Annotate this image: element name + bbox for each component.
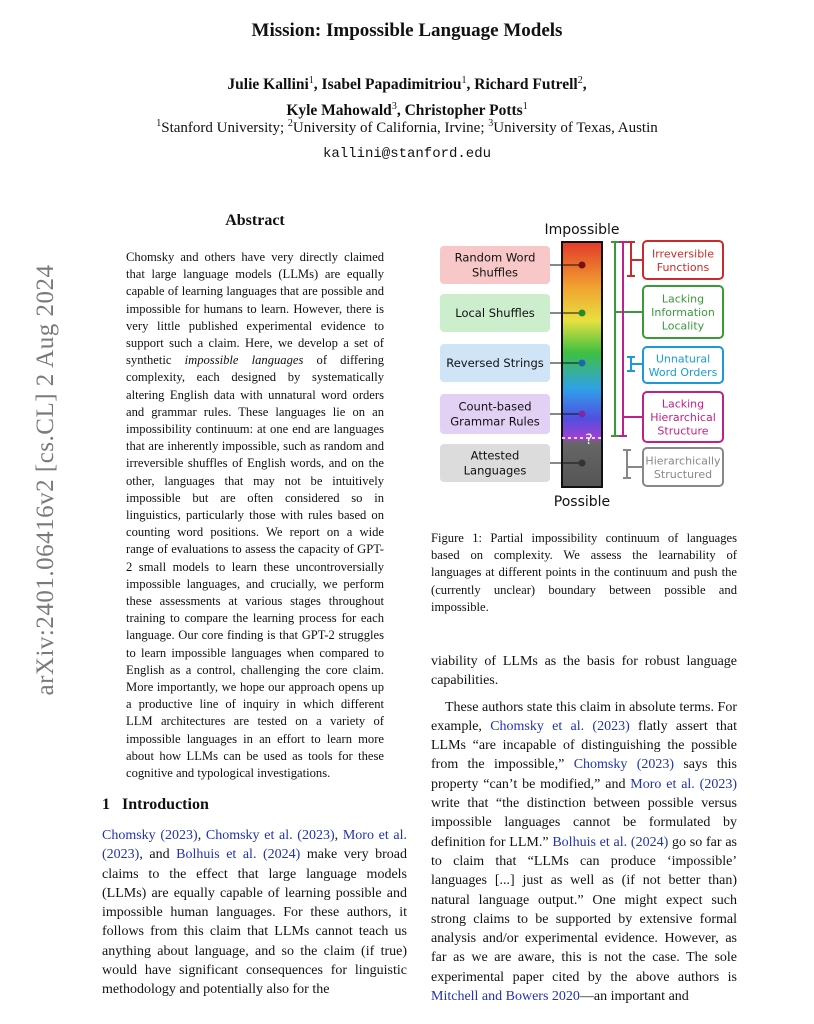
author-name: Isabel Papadimitriou <box>321 76 462 94</box>
continuum-point <box>579 411 586 418</box>
property-box <box>643 347 723 383</box>
section-title: Introduction <box>122 796 209 813</box>
author-email[interactable]: kallini@stanford.edu <box>322 146 492 162</box>
author-name: Kyle Mahowald <box>286 102 392 120</box>
abstract-heading: Abstract <box>225 212 285 229</box>
author-affil: 1 <box>522 101 528 113</box>
citation-link[interactable]: Chomsky (2023) <box>102 828 198 843</box>
category-label: Local Shuffles <box>455 306 535 320</box>
citation-link[interactable]: Moro et al. (2023) <box>630 776 737 792</box>
continuum-top-label: Impossible <box>544 222 620 238</box>
category-label: Attested <box>470 448 520 463</box>
author-name: Richard Futrell <box>474 76 578 94</box>
intro-text: , and <box>139 847 177 863</box>
figure-continuum <box>435 214 735 514</box>
figure-caption: Figure 1: Partial impossibility continuum of languages based on complexity. We assess the learnability of languages at different points in the continuum and push the (currently unclear) boundary between possible and impossible. <box>431 531 737 614</box>
property-label: Unnatural <box>655 352 711 366</box>
author-affil: 3 <box>391 101 397 113</box>
citation-link[interactable]: Moro et al. (2023) <box>102 828 408 863</box>
intro-text: , <box>197 828 206 843</box>
category-label: Random Word <box>454 250 536 265</box>
affil-num: 1 <box>156 118 162 129</box>
body-text: These authors state this claim in absolute terms. For example, <box>431 699 737 734</box>
property-box <box>643 448 723 486</box>
intro-text: , <box>334 828 343 843</box>
continuum-point <box>579 360 586 367</box>
author-list: Julie Kallini$^1$, Isabel Papadimitriou$^1$, Richard Futrell$^2$, Kyle Mahowald$^3$, Christopher Potts$^1$ <box>227 75 587 120</box>
right-column-text <box>431 652 737 1006</box>
abstract-text: Chomsky and others have very directly claimed that large language models (LLMs) are equally capable of learning languages that are possible and impossible for humans to learn. However, there is very little published experimental evidence to support such a claim. Here, we develop a set of synthetic <box>126 250 384 368</box>
category-label: Languages <box>463 463 527 478</box>
category-label: Reversed Strings <box>446 356 544 370</box>
citation-link[interactable]: Chomsky et al. (2023) <box>490 718 630 734</box>
property-label: Hierarchical <box>650 411 716 424</box>
author-affil: 1 <box>461 75 467 86</box>
category-label: Grammar Rules <box>450 414 540 429</box>
citation-link[interactable]: Bolhuis et al. (2024) <box>176 847 301 863</box>
property-label: Lacking <box>661 292 705 306</box>
abstract-body <box>126 249 384 782</box>
property-label: Information <box>651 306 715 319</box>
citation-link[interactable]: Chomsky (2023) <box>573 757 675 773</box>
citation-link[interactable]: Chomsky et al. (2023) <box>205 828 335 843</box>
category-label: Shuffles <box>471 265 519 280</box>
author-affil: 2 <box>577 75 583 86</box>
property-label: Word Orders <box>648 365 718 379</box>
category-label: Count-based <box>458 399 532 414</box>
citation-link[interactable]: Bolhuis et al. (2024) <box>552 834 669 850</box>
body-text: says this property “can’t be modified,” and <box>431 757 738 792</box>
property-label: Lacking <box>661 397 705 411</box>
property-label: Structured <box>653 467 713 481</box>
author-name: Julie Kallini <box>227 76 309 94</box>
paper-title: Mission: Impossible Language Models <box>251 20 563 41</box>
author-affil: 1 <box>308 75 314 86</box>
body-text: go so far as to claim that “LLMs can produce ‘impossible’ languages [...] just as well as (if not better than) natural language output.” One might expect such strong claims to be supported by extensive formal analysis and/or experimental evidence. However, as far as we are aware, this is not the case. The sole experimental paper cited by the above authors is <box>431 834 737 985</box>
citation-link[interactable]: Mitchell and Bowers 2020 <box>431 989 580 1005</box>
boundary-question: ? <box>585 432 593 448</box>
continuum-point <box>579 460 586 467</box>
paragraph: viability of LLMs as the basis for robust language capabilities. <box>431 654 737 689</box>
abstract-emphasis: impossible languages <box>184 353 304 368</box>
abstract-text: of differing complexity, each designed by systematically altering English data with unnatural word orders and grammar rules. These languages lie on an impossibility continuum: at one end are languages that are inherently impossible, such as random and irreversible shuffles of English words, and on the other, languages that may not be intuitively impossible but are often considered so in linguistics, particularly those with rules based on counting word positions. We report on a wide range of evaluations to assess the capacity of GPT-2 small models to learn these uncontroversially impossible languages, and crucially, we perform these assessments at various stages throughout training to compare the learning process for each language. Our core finding is that GPT-2 struggles to learn impossible languages when compared to English as a control, challenging the core claim. More importantly, we hope our approach opens up a productive line of inquiry in which different LLM architectures are tested on a variety of impossible languages in an effort to learn more about how LLMs can be used as tools for these cognitive and typological investigations. <box>126 353 385 781</box>
affil-name: University of Texas, Austin <box>493 120 658 136</box>
author-name: Christopher Potts <box>404 102 523 120</box>
affil-name: Stanford University; <box>161 120 285 136</box>
affiliations <box>0 118 814 137</box>
property-box <box>643 241 723 279</box>
affil-name: University of California, Irvine; <box>292 120 485 136</box>
body-text: write that “the distinction between possible versus impossible languages cannot be formulated by definition for LLM.” <box>431 796 737 850</box>
property-label: Irreversible <box>651 247 715 261</box>
arxiv-id: arXiv:2401.06416v2 [cs.CL] 2 Aug 2024 <box>32 264 59 696</box>
section-number: 1 <box>102 796 110 813</box>
intro-text: make very broad claims to the effect that large language models (LLMs) are equally capable of learning possible and impossible human languages. For these authors, it follows from this claim that LLMs cannot teach us anything about language, and so the claim (if true) would have significant consequences for linguistic methodology and potentially also for the <box>102 847 407 998</box>
continuum-point <box>579 310 586 317</box>
property-box <box>643 392 723 442</box>
property-label: Locality <box>661 319 705 333</box>
property-box <box>643 286 723 338</box>
property-label: Structure <box>657 424 709 438</box>
affil-num: 3 <box>488 118 494 129</box>
affil-num: 2 <box>287 118 293 129</box>
paragraph <box>431 698 737 1007</box>
body-text: —an important and <box>579 989 689 1005</box>
section-heading <box>102 796 209 814</box>
property-label: Hierarchically <box>645 454 721 468</box>
body-text: flatly assert that LLMs “are incapable of distinguishing the possible from the impossible,” <box>431 718 737 773</box>
property-label: Functions <box>656 260 710 274</box>
continuum-bottom-label: Possible <box>553 494 611 510</box>
continuum-point <box>579 262 586 269</box>
intro-paragraph <box>102 826 407 1000</box>
